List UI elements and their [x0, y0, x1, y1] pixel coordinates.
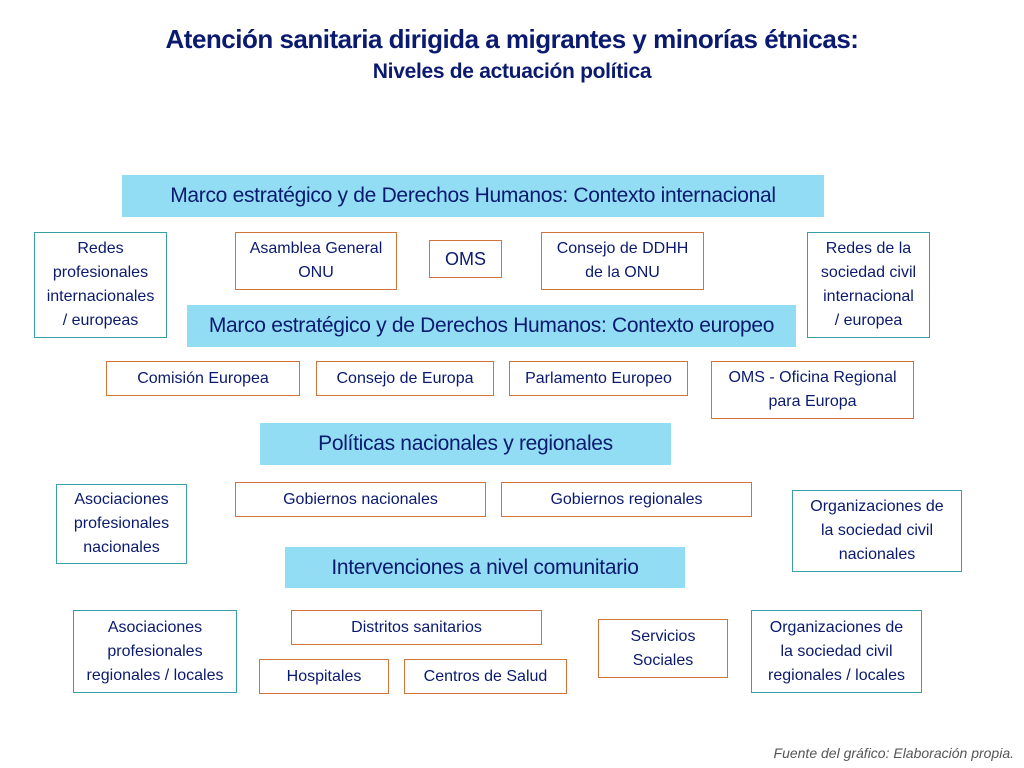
box-gobiernos-nacionales: Gobiernos nacionales	[235, 482, 486, 517]
box-redes-profesionales-internacionales: Redes profesionales internacionales / europeas	[34, 232, 167, 338]
box-oms: OMS	[429, 240, 502, 278]
box-oms-oficina-regional-europa: OMS - Oficina Regional para Europa	[711, 361, 914, 419]
box-comision-europea: Comisión Europea	[106, 361, 300, 396]
box-servicios-sociales: Servicios Sociales	[598, 619, 728, 678]
box-organizaciones-sociedad-civil-nacionales: Organizaciones de la sociedad civil nacionales	[792, 490, 962, 572]
header-european: Marco estratégico y de Derechos Humanos: Contexto europeo	[187, 305, 796, 347]
box-asamblea-general-onu: Asamblea General ONU	[235, 232, 397, 290]
box-asociaciones-profesionales-nacionales: Asociaciones profesionales nacionales	[56, 484, 187, 564]
header-international: Marco estratégico y de Derechos Humanos: Contexto internacional	[122, 175, 824, 217]
box-asociaciones-profesionales-regionales-locales: Asociaciones profesionales regionales / locales	[73, 610, 237, 693]
diagram-title: Atención sanitaria dirigida a migrantes y minorías étnicas:	[165, 24, 859, 54]
box-hospitales: Hospitales	[259, 659, 389, 694]
box-redes-sociedad-civil-internacional: Redes de la sociedad civil internacional / europea	[807, 232, 930, 338]
header-national: Políticas nacionales y regionales	[260, 423, 671, 465]
diagram-subtitle: Niveles de actuación política	[372, 60, 652, 83]
box-consejo-de-europa: Consejo de Europa	[316, 361, 494, 396]
header-community: Intervenciones a nivel comunitario	[285, 547, 685, 588]
box-distritos-sanitarios: Distritos sanitarios	[291, 610, 542, 645]
box-organizaciones-sociedad-civil-regionales-locales: Organizaciones de la sociedad civil regionales / locales	[751, 610, 922, 693]
box-gobiernos-regionales: Gobiernos regionales	[501, 482, 752, 517]
box-parlamento-europeo: Parlamento Europeo	[509, 361, 688, 396]
box-centros-de-salud: Centros de Salud	[404, 659, 567, 694]
source-footnote: Fuente del gráfico: Elaboración propia.	[773, 745, 1014, 761]
box-consejo-ddhh-onu: Consejo de DDHH de la ONU	[541, 232, 704, 290]
